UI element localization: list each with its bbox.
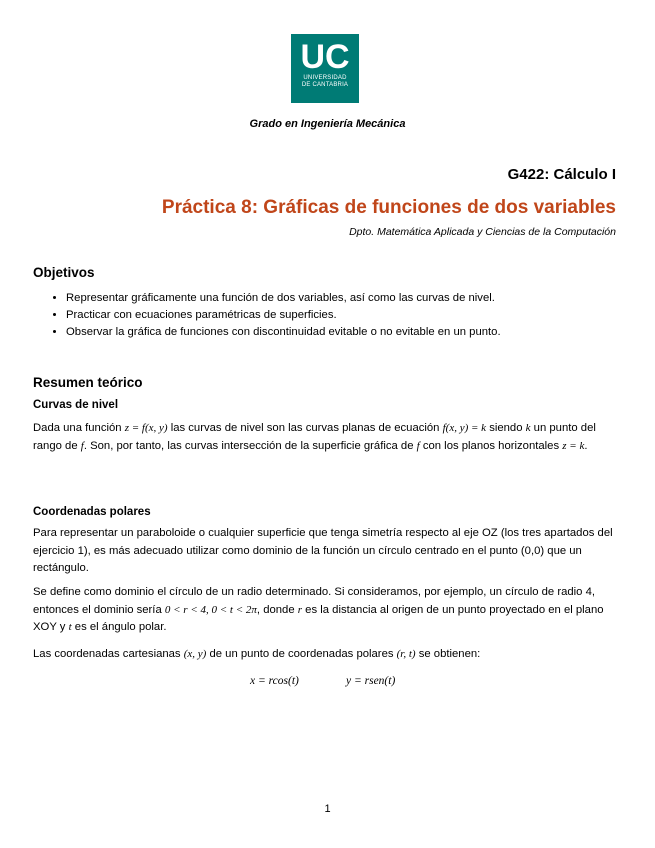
text-run: de un punto de coordenadas polares (206, 648, 397, 660)
math-f: f (416, 439, 420, 452)
logo-line-1: UNIVERSIDAD (303, 75, 347, 81)
practice-title: Práctica 8: Gráficas de funciones de dos variables (161, 197, 616, 218)
objective-item: • Observar la gráfica de funciones con discontinuidad evitable o no evitable en un punto. (66, 324, 626, 341)
equation-x: x = rcos(t) (250, 675, 299, 687)
equation-y: y = rsen(t) (346, 675, 396, 687)
text-run: . (584, 439, 588, 452)
level-curves-paragraph (33, 420, 613, 455)
text-run: Dada una función (33, 422, 125, 434)
text-run: . Son, por tanto, las curvas intersección de la superficie gráfica de (83, 439, 417, 452)
math-rt: (r, t) (396, 648, 416, 660)
text-run: Las coordenadas cartesianas (33, 648, 184, 660)
logo-mark: UC (300, 38, 350, 76)
polar-paragraph-1: Para representar un paraboloide o cualquier superficie que tenga simetría respecto al eje OZ (los tres apartados del ejercicio 1), es más adecuado utilizar como dominio de la función un círculo centrado en el punto (0,0) que un rectángulo. (33, 527, 613, 574)
text-run: con los planos horizontales (419, 439, 563, 452)
math-k: k (525, 422, 531, 434)
math-plane: z = k (562, 439, 585, 452)
objective-item: • Representar gráficamente una función de dos variables, así como las curvas de nivel. (66, 290, 626, 307)
objectives-heading: Objetivos (33, 265, 95, 280)
department-name: Dpto. Matemática Aplicada y Ciencias de la Computación (349, 226, 616, 238)
text-run: es la distancia al origen de un punto proyectado en el plano XOY y (33, 603, 604, 633)
university-logo (291, 34, 359, 103)
math-xy: (x, y) (183, 648, 207, 660)
math-t: t (68, 621, 72, 633)
text-run: , donde (256, 603, 298, 616)
text-run: se obtienen: (415, 648, 481, 660)
objectives-list (42, 290, 626, 341)
polar-paragraph-2 (33, 584, 613, 637)
level-curves-heading: Curvas de nivel (33, 399, 119, 411)
polar-paragraph-3 (33, 646, 613, 664)
text-run: siendo (486, 422, 526, 434)
text-run: es el ángulo polar. (71, 621, 167, 633)
text-run: Se define como dominio el círculo de un radio determinado. Si consideramos, por ejemplo, un círculo de radio 4, entonces el dominio sería (33, 586, 596, 616)
logo-line-2: DE CANTABRIA (301, 82, 349, 88)
math-f: f (80, 439, 84, 452)
math-r: r (297, 603, 303, 616)
text-run: las curvas de nivel son las curvas planas de ecuación (167, 422, 443, 434)
objective-item: • Practicar con ecuaciones paramétricas de superficies. (66, 307, 626, 324)
math-domain: 0 < r < 4, 0 < t < 2π (164, 603, 257, 616)
page-number: 1 (324, 803, 331, 815)
course-title: G422: Cálculo I (507, 166, 616, 183)
math-level-equation: f(x, y) = k (442, 422, 487, 434)
polar-heading: Coordenadas polares (33, 506, 151, 518)
text-run: un punto del rango de (33, 422, 596, 452)
math-function: z = f(x, y) (124, 422, 168, 434)
theory-heading: Resumen teórico (33, 375, 143, 390)
degree-name: Grado en Ingeniería Mecánica (249, 118, 406, 130)
